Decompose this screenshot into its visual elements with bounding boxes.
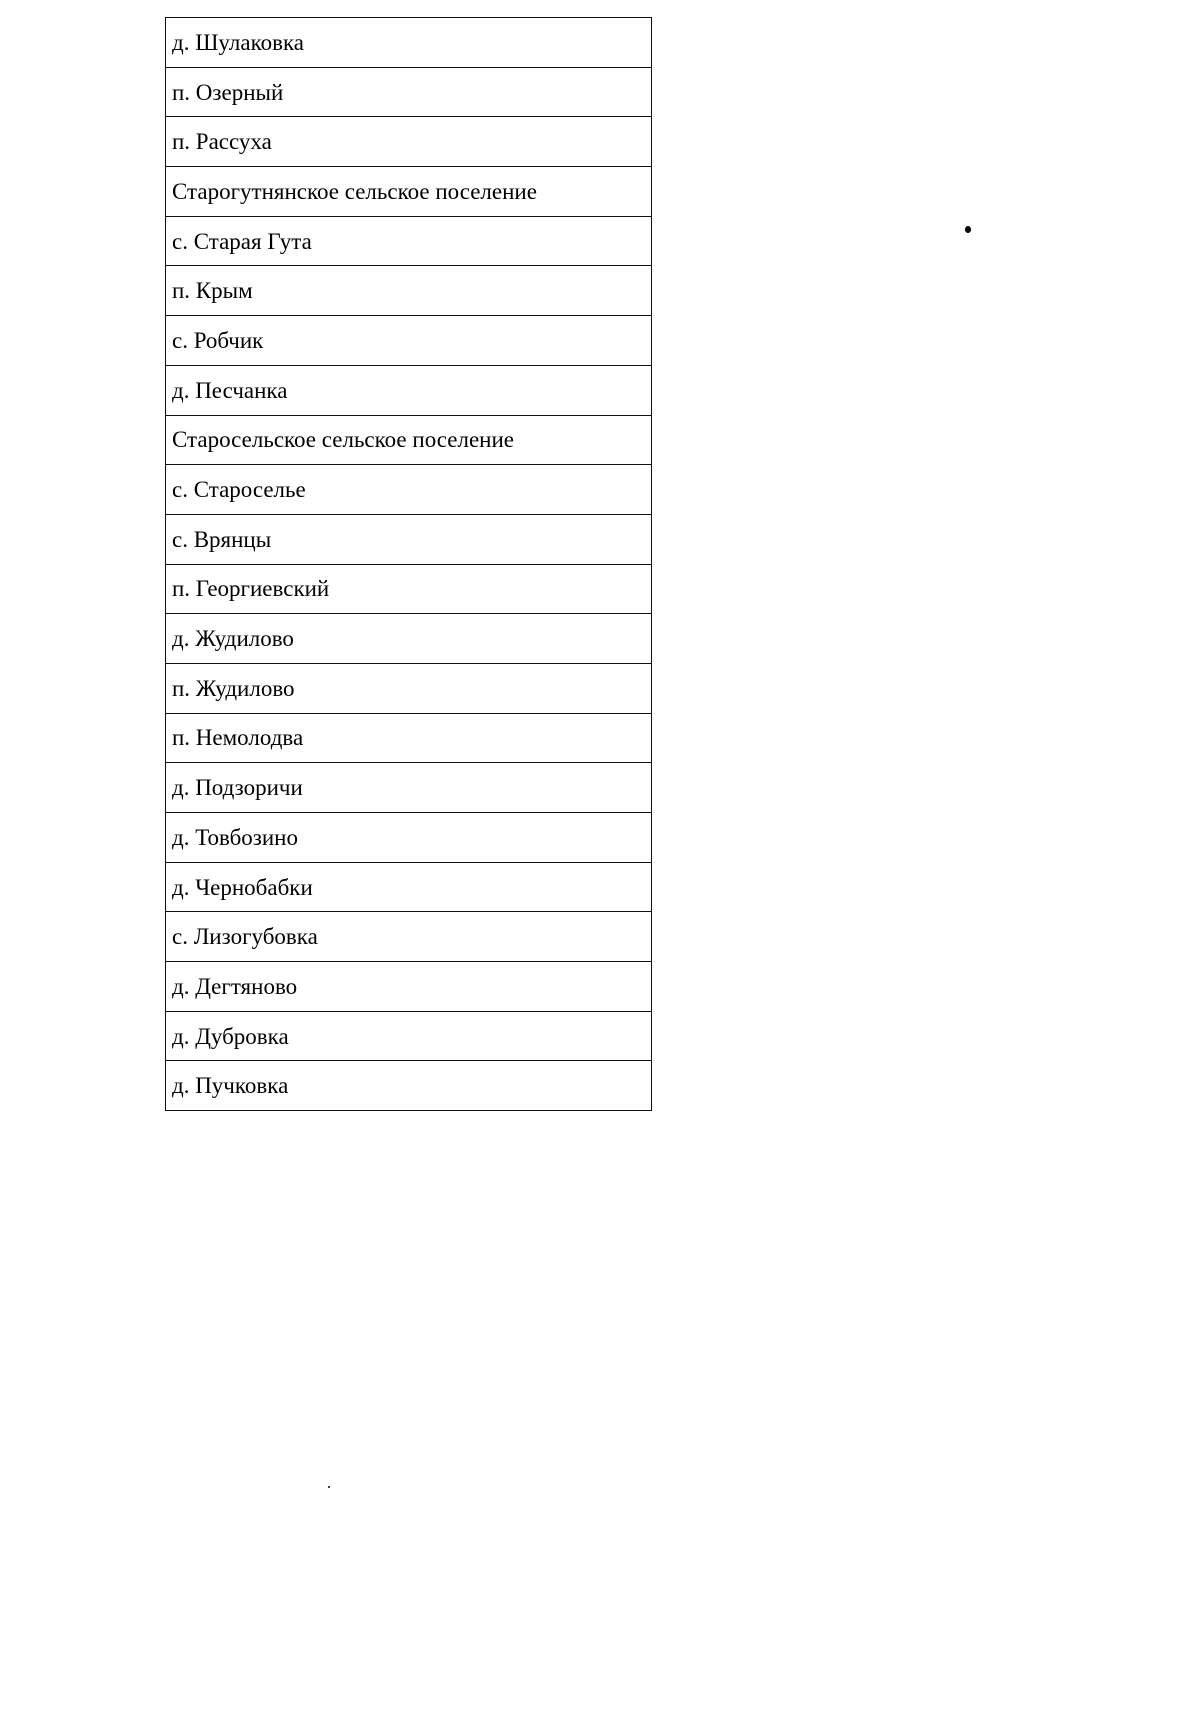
table-cell: д. Дегтяново <box>166 962 652 1012</box>
table-row <box>166 465 652 515</box>
table-row <box>166 1061 652 1111</box>
table-cell: д. Шулаковка <box>166 18 652 68</box>
table-row-settlement-header <box>166 167 652 217</box>
table-row <box>166 564 652 614</box>
table-row-settlement-header <box>166 415 652 465</box>
table-cell: с. Старая Гута <box>166 216 652 266</box>
table-row <box>166 813 652 863</box>
scan-speck <box>965 226 971 233</box>
table-row <box>166 614 652 664</box>
table-cell: д. Чернобабки <box>166 862 652 912</box>
table-row <box>166 713 652 763</box>
table-cell: п. Немолодва <box>166 713 652 763</box>
table-row <box>166 962 652 1012</box>
table-cell: Старосельское сельское поселение <box>166 415 652 465</box>
table-cell: п. Озерный <box>166 67 652 117</box>
table-row <box>166 117 652 167</box>
table-cell: с. Врянцы <box>166 514 652 564</box>
table-cell: п. Георгиевский <box>166 564 652 614</box>
table-cell: д. Товбозино <box>166 813 652 863</box>
table-row <box>166 266 652 316</box>
table-cell: Старогутнянское сельское поселение <box>166 167 652 217</box>
table-cell: с. Староселье <box>166 465 652 515</box>
table-row <box>166 862 652 912</box>
settlements-table <box>165 17 652 1111</box>
scan-speck <box>328 1486 330 1488</box>
table-cell: п. Рассуха <box>166 117 652 167</box>
table-cell: п. Жудилово <box>166 663 652 713</box>
settlements-table-body <box>166 18 652 1111</box>
table-cell: с. Робчик <box>166 316 652 366</box>
table-cell: д. Пучковка <box>166 1061 652 1111</box>
table-row <box>166 216 652 266</box>
table-row <box>166 763 652 813</box>
table-row <box>166 912 652 962</box>
table-row <box>166 18 652 68</box>
table-cell: п. Крым <box>166 266 652 316</box>
table-row <box>166 67 652 117</box>
table-cell: д. Подзоричи <box>166 763 652 813</box>
table-row <box>166 1011 652 1061</box>
table-cell: с. Лизогубовка <box>166 912 652 962</box>
table-cell: д. Дубровка <box>166 1011 652 1061</box>
table-row <box>166 316 652 366</box>
table-row <box>166 514 652 564</box>
table-cell: д. Жудилово <box>166 614 652 664</box>
table-cell: д. Песчанка <box>166 365 652 415</box>
table-row <box>166 365 652 415</box>
table-row <box>166 663 652 713</box>
